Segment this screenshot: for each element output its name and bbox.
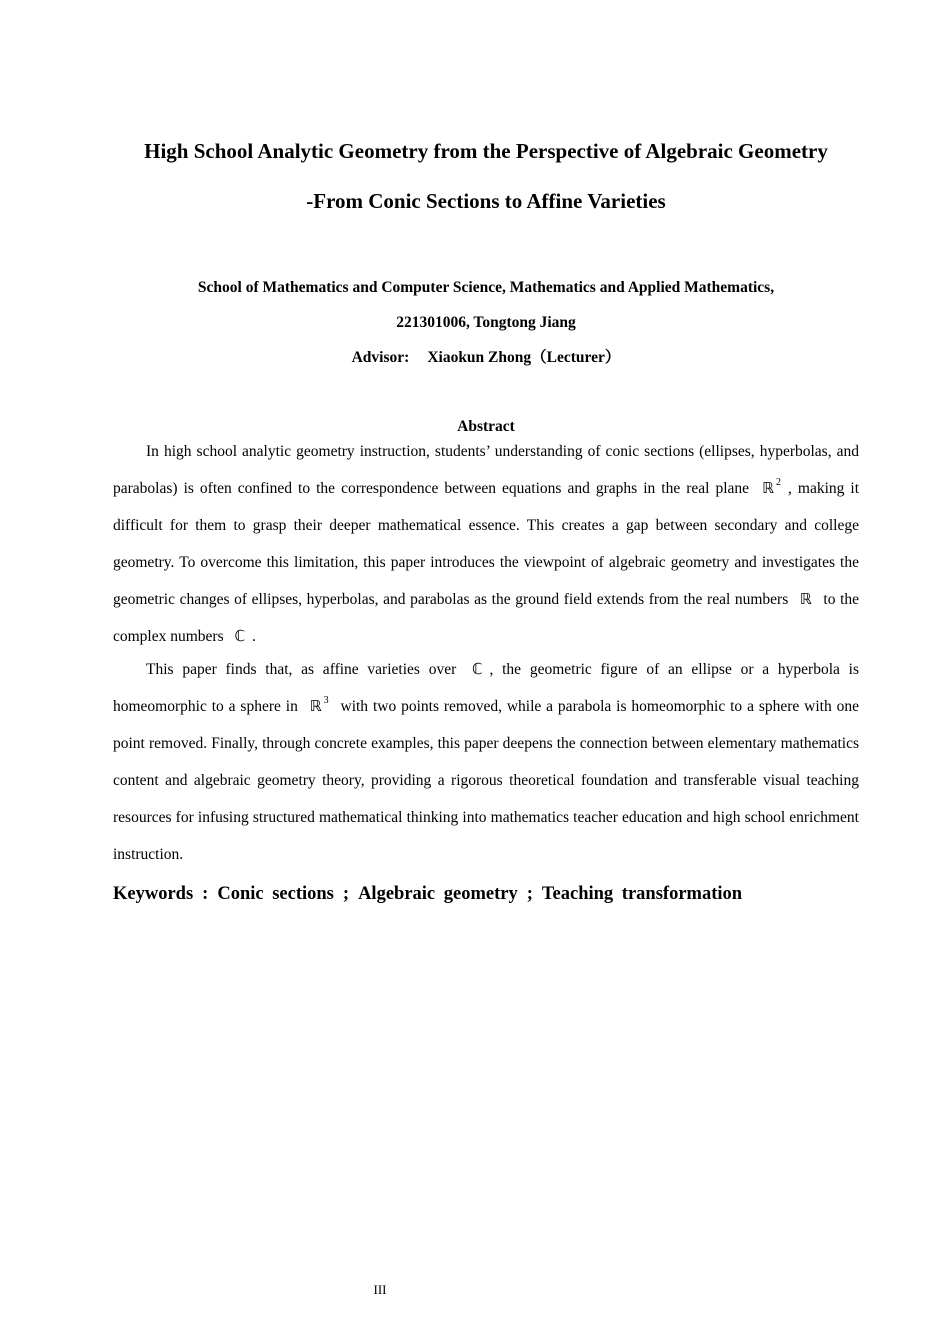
keywords-line	[113, 882, 742, 906]
real-plane-symbol: ℝ $^2$	[762, 477, 781, 497]
abstract-p2-text-a: This paper finds that, as affine varieties over	[146, 661, 457, 678]
abstract-p1-text-c: to the complex numbers	[113, 591, 860, 645]
abstract-p2-text-b: , the geometric figure of an ellipse or a hyperbola is homeomorphic to a sphere in	[113, 661, 859, 715]
complex-numbers-symbol: ℂ	[234, 627, 245, 645]
advisor-line	[60, 348, 912, 368]
advisor-name: Xiaokun Zhong（Lecturer）	[427, 349, 621, 366]
abstract-heading: Abstract	[457, 418, 515, 435]
keywords-colon: :	[202, 884, 209, 904]
page-number: III	[373, 1282, 387, 1297]
keywords-label: Keywords	[113, 884, 194, 904]
abstract-p1-text-a: In high school analytic geometry instruction, students’ understanding of conic sections (ellipses, hyperbolas, and parabolas) is often confined to the correspondence between equations and graphs in the real plane	[113, 443, 859, 497]
keyword-separator: ;	[342, 884, 350, 904]
abstract-p2-text-c: with two points removed, while a parabola is homeomorphic to a sphere with one point removed. Finally, through concrete examples, this paper deepens the connection between elementary mathematics content and algebraic geometry theory, providing a rigorous theoretical foundation and transferable visual teaching resources for infusing structured mathematical thinking into mathematics teacher education and high school enrichment instruction.	[113, 698, 859, 863]
keyword-item: Teaching transformation	[541, 884, 743, 904]
keyword-item: Conic sections	[217, 884, 334, 904]
abstract-paragraph-2	[113, 651, 859, 873]
paper-subtitle: -From Conic Sections to Affine Varieties	[306, 189, 666, 213]
keyword-separator: ;	[526, 884, 533, 904]
affiliation-school: School of Mathematics and Computer Science, Mathematics and Applied Mathematics,	[197, 279, 775, 296]
abstract-paragraph-1	[113, 433, 859, 655]
abstract-p1-text-d: .	[252, 628, 256, 645]
paper-title: High School Analytic Geometry from the Perspective of Algebraic Geometry	[144, 139, 828, 163]
real-space-symbol: ℝ $^3$	[309, 695, 329, 715]
complex-numbers-symbol: ℂ	[472, 660, 483, 678]
abstract-p1-text-b: , making it difficult for them to grasp their deeper mathematical essence. This creates a gap between secondary and college geometry. To overcome this limitation, this paper introduces the viewpoint of algebraic geometry and investigates the geometric changes of ellipses, hyperbolas, and parabolas as the ground field extends from the real numbers	[113, 480, 860, 608]
real-numbers-symbol: ℝ	[799, 590, 812, 608]
keyword-item: Algebraic geometry	[358, 884, 518, 904]
advisor-label: Advisor:	[351, 349, 410, 366]
author-id-name: 221301006, Tongtong Jiang	[396, 314, 576, 331]
